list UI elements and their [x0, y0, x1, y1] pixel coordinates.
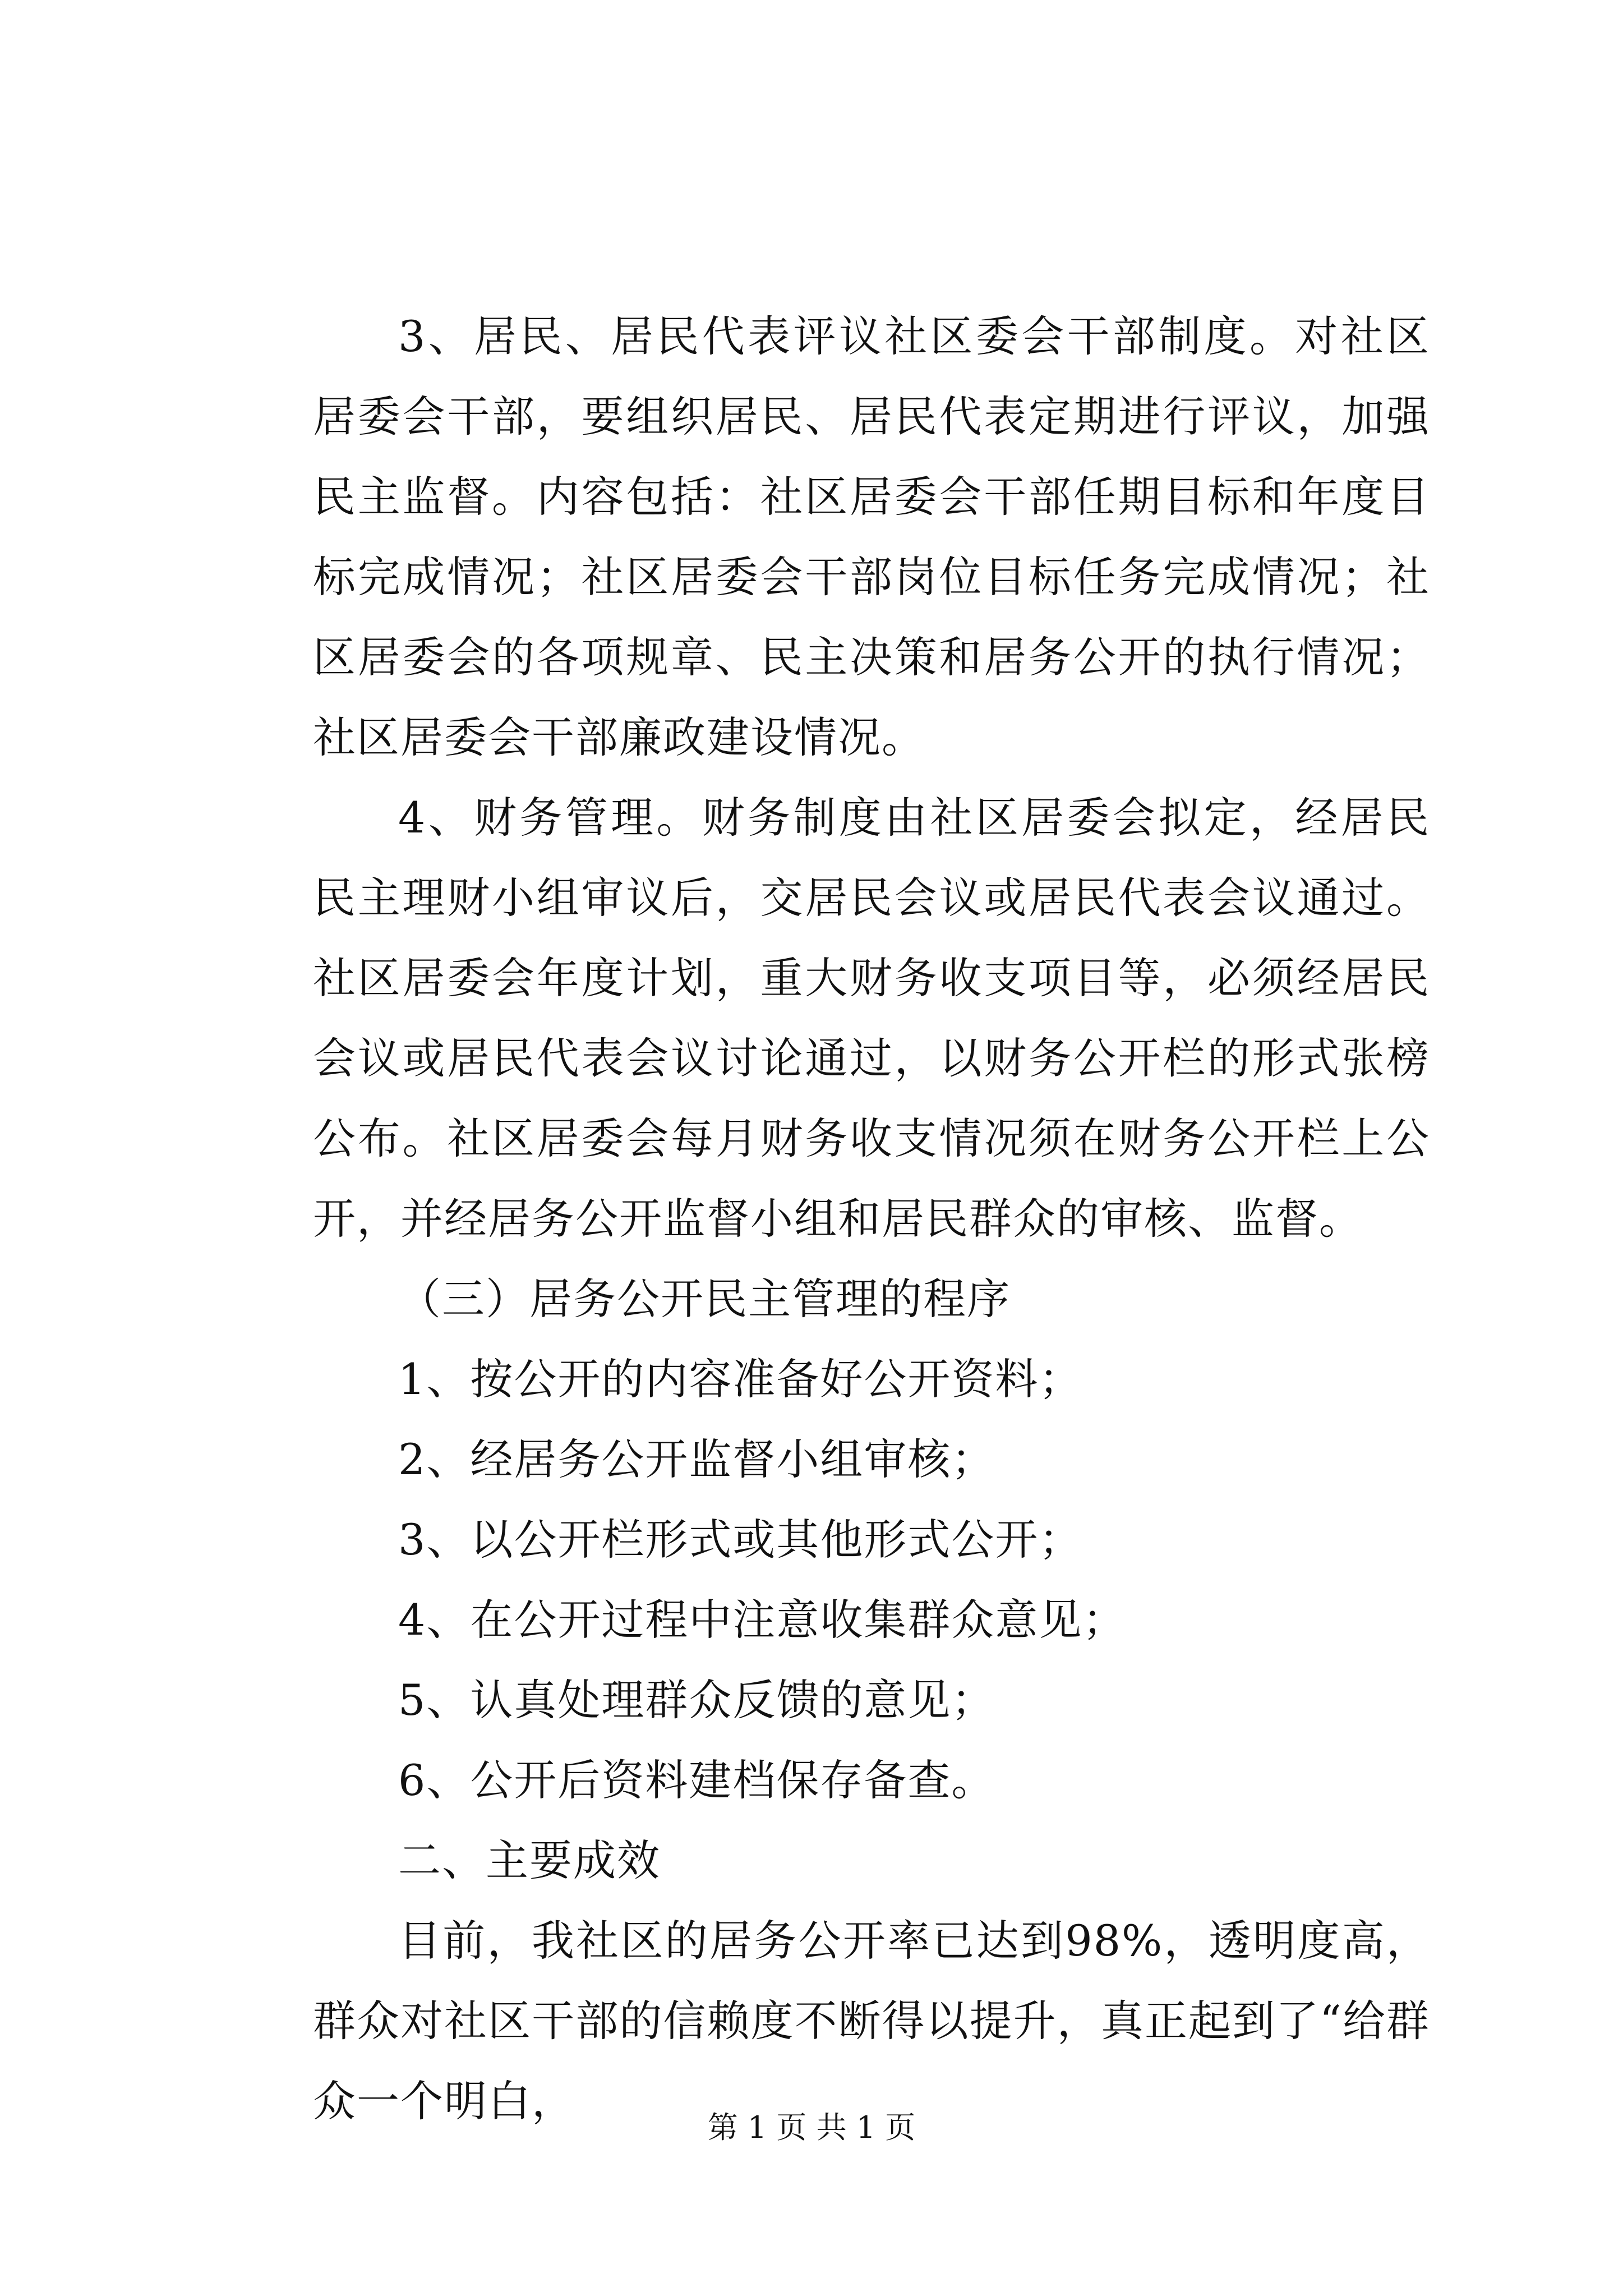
section-heading-results: 二、主要成效 — [398, 1835, 661, 1885]
paragraph-financial-management: 4、财务管理。财务制度由社区居委会拟定，经居民民主理财小组审议后，交居民会议或居民代表会议通过。社区居委会年度计划，重大财务收支项目等，必须经居民会议或居民代表会议讨论通过，以财务公开栏的形式张榜公布。社区居委会每月财务收支情况须在财务公开栏上公开，并经居务公开监督小组和居民群众的审核、监督。 — [313, 793, 1430, 1244]
section-heading-procedure: （三）居务公开民主管理的程序 — [398, 1274, 1011, 1324]
list-item-step-4: 4、在公开过程中注意收集群众意见； — [398, 1595, 1127, 1645]
list-item-step-3: 3、以公开栏形式或其他形式公开； — [398, 1515, 1083, 1565]
document-body — [313, 296, 1430, 2141]
paragraph-results: 目前，我社区的居务公开率已达到98%，透明度高，群众对社区干部的信赖度不断得以提升，真正起到了“给群众一个明白， — [313, 1916, 1430, 2126]
list-item-step-5: 5、认真处理群众反馈的意见； — [398, 1675, 995, 1725]
paragraph-evaluation-system: 3、居民、居民代表评议社区委会干部制度。对社区居委会干部，要组织居民、居民代表定期进行评议，加强民主监督。内容包括：社区居委会干部任期目标和年度目标完成情况；社区居委会干部岗位目标任务完成情况；社区居委会的各项规章、民主决策和居务公开的执行情况；社区居委会干部廉政建设情况。 — [313, 311, 1430, 762]
list-item-step-2: 2、经居务公开监督小组审核； — [398, 1434, 995, 1484]
list-item-step-1: 1、按公开的内容准备好公开资料； — [398, 1354, 1083, 1404]
list-item-step-6: 6、公开后资料建档保存备查。 — [398, 1755, 995, 1805]
page-footer: 第 1 页 共 1 页 — [707, 2110, 916, 2145]
